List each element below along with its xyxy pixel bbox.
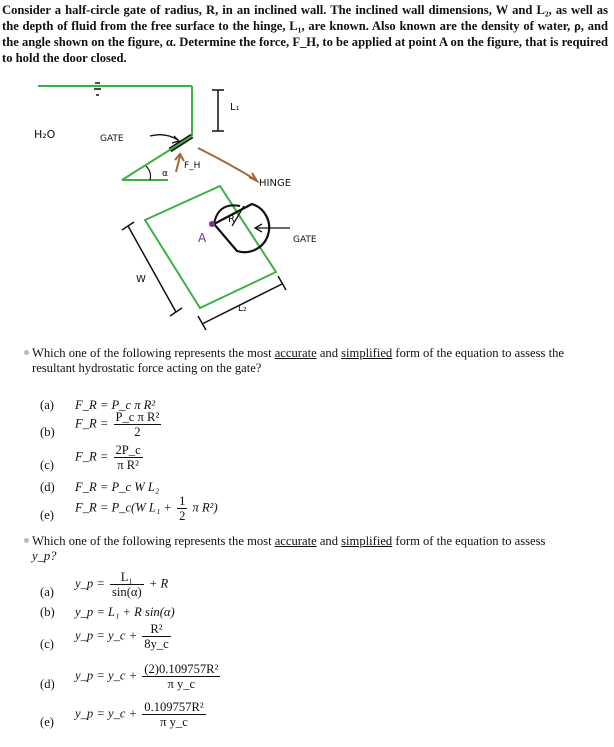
label-gate-top: GATE: [100, 134, 124, 144]
inclined-wall-panel: [145, 186, 276, 308]
q2-option-d[interactable]: y_p = y_c + $\frac{\text{(2)0.109757R²}}{\text{π y\_c}}$: [75, 662, 219, 691]
q1-option-e[interactable]: F_R = P_c(W L₁ + $\frac{1}{2}$ π R²): [75, 494, 218, 523]
q2-option-b[interactable]: y_p = L₁ + R sin(α): [75, 605, 175, 619]
q2-prompt: Which one of the following represents the most accurate and simplified form of the equation to assess y_p?: [32, 534, 546, 563]
q1-option-b-label[interactable]: (b): [40, 425, 55, 439]
label-l2: L₂: [238, 304, 247, 314]
label-l1: L₁: [230, 102, 240, 113]
q1-option-d-label[interactable]: (d): [40, 480, 55, 494]
q1-option-e-label[interactable]: (e): [40, 508, 54, 522]
gate-diagram: [0, 76, 614, 336]
q1-option-c[interactable]: F_R = $\frac{2P\_c}{\text{π R²}}$: [75, 443, 141, 472]
q2-option-a[interactable]: y_p = $\frac{\text{L₁}}{\sin(\alpha)}$ + R: [75, 570, 169, 599]
label-gate-side: GATE: [293, 235, 317, 245]
q2-option-e[interactable]: y_p = y_c + $\frac{\text{0.109757R²}}{\text{π y\_c}}$: [75, 700, 204, 729]
label-water: H₂O: [34, 128, 56, 141]
q1-option-a[interactable]: F_R = P_c π R²: [75, 398, 156, 412]
q1-option-c-label[interactable]: (c): [40, 458, 54, 472]
label-w: W: [136, 274, 146, 285]
problem-statement: Consider a half-circle gate of radius, R, in an inclined wall. The inclined wall dimensions, W and L₂, as well as the depth of fluid from the free surface to the hinge, L₁, are known. Also known are the density of water, ρ, and the angle shown on the figure, α. Determine the force, F_H, to be applied at point A on the figure, that is required to hold the door closed.: [2, 3, 608, 65]
q2-bullet: [24, 538, 29, 543]
q2-option-c[interactable]: y_p = y_c + $\frac{\text{R²}}{8y\_c}$: [75, 622, 169, 651]
q2-option-b-label[interactable]: (b): [40, 605, 55, 619]
q2-option-c-label[interactable]: (c): [40, 637, 54, 651]
hinge-arrow: [198, 148, 256, 180]
q1-prompt: Which one of the following represents the most accurate and simplified form of the equation to assess the resultant hydrostatic force acting on the gate?: [32, 346, 564, 375]
q2-option-d-label[interactable]: (d): [40, 677, 55, 691]
q1-option-d[interactable]: F_R = P_c W L₂: [75, 480, 160, 494]
label-r: R: [228, 214, 235, 225]
label-fh: F_H: [184, 161, 201, 171]
q2-option-a-label[interactable]: (a): [40, 585, 54, 599]
q1-bullet: [24, 350, 29, 355]
label-a: A: [198, 231, 207, 245]
label-hinge: HINGE: [259, 178, 292, 189]
point-a: [209, 221, 215, 227]
q2-option-e-label[interactable]: (e): [40, 715, 54, 729]
label-alpha: α: [162, 169, 168, 179]
q1-option-b[interactable]: F_R = $\frac{\text{P\_c π R²}}{2}$: [75, 410, 160, 439]
q1-option-a-label[interactable]: (a): [40, 398, 54, 412]
